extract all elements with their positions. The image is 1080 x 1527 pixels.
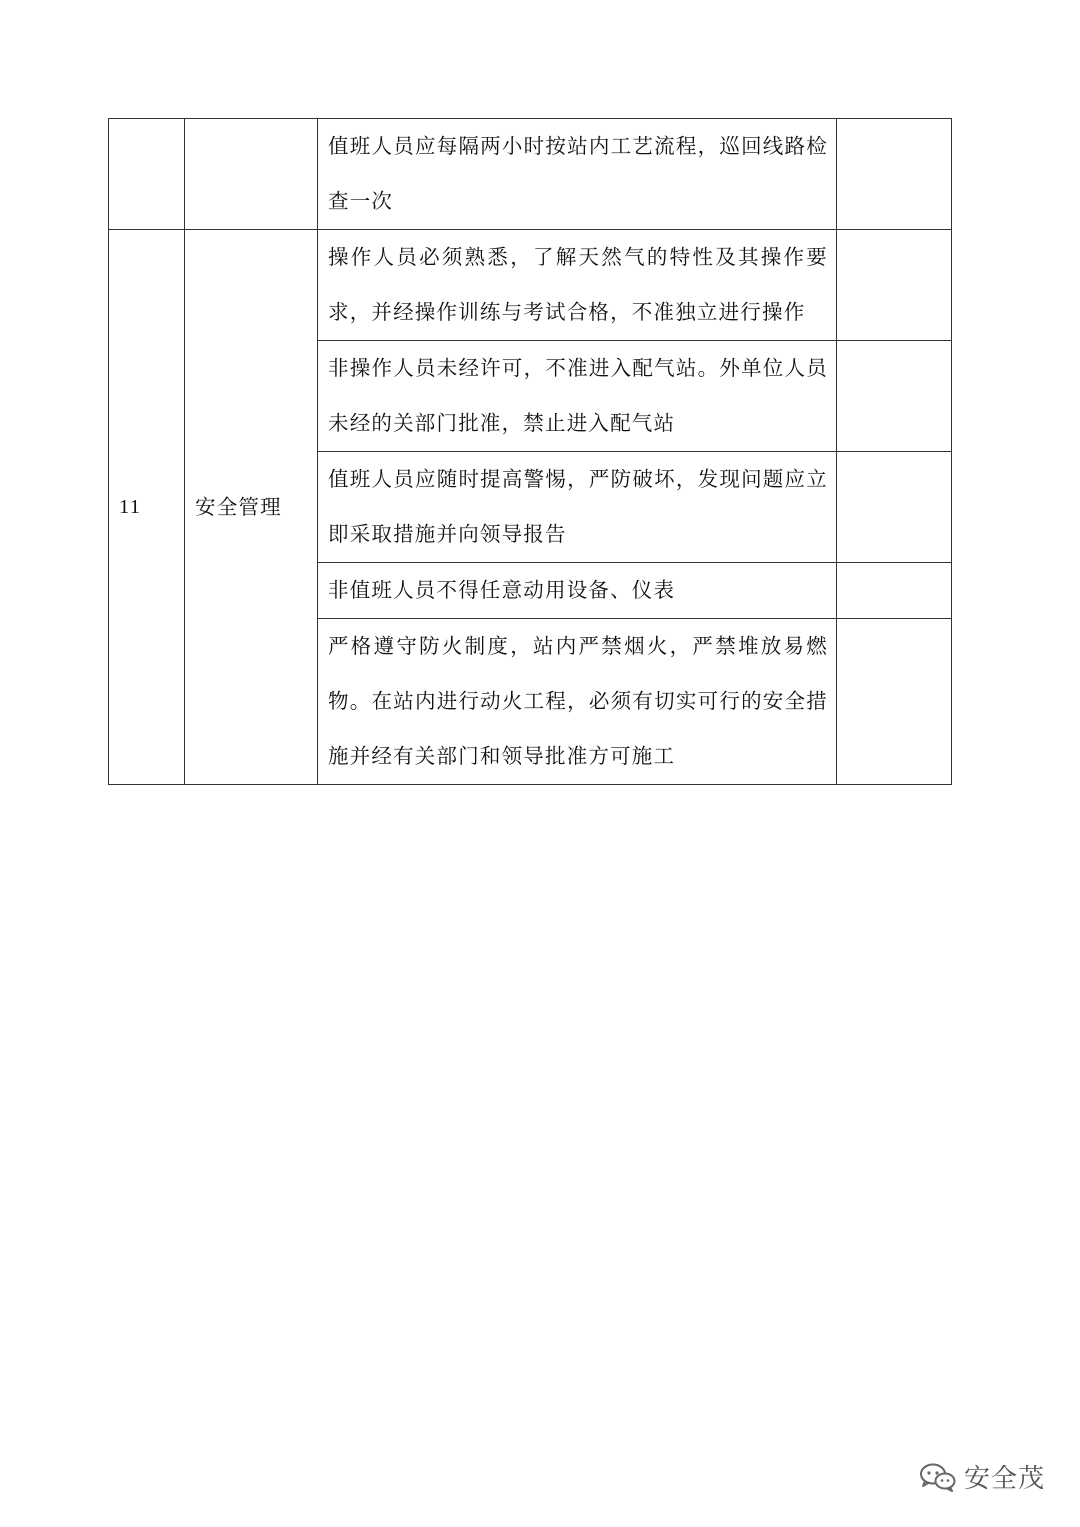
remark-cell: [837, 619, 952, 785]
category-cell: [185, 119, 318, 230]
remark-cell: [837, 563, 952, 619]
table-row: [109, 119, 952, 230]
item-number-cell: [109, 119, 185, 230]
category-cell: 安全管理: [185, 230, 318, 785]
remark-cell: [837, 341, 952, 452]
table-row: [109, 230, 952, 341]
remark-cell: [837, 452, 952, 563]
remark-cell: [837, 119, 952, 230]
requirement-cell: 严格遵守防火制度，站内严禁烟火，严禁堆放易燃物。在站内进行动火工程，必须有切实可行的安全措施并经有关部门和领导批准方可施工: [318, 619, 837, 785]
watermark-text: 安全茂: [964, 1464, 1046, 1494]
item-number-cell: 11: [109, 230, 185, 785]
requirement-cell: 值班人员应随时提高警惕，严防破坏，发现问题应立即采取措施并向领导报告: [318, 452, 837, 563]
wechat-icon: [918, 1462, 958, 1492]
requirement-cell: 值班人员应每隔两小时按站内工艺流程，巡回线路检查一次: [318, 119, 837, 230]
requirement-cell: 非操作人员未经许可，不准进入配气站。外单位人员未经的关部门批准，禁止进入配气站: [318, 341, 837, 452]
requirement-cell: 非值班人员不得任意动用设备、仪表: [318, 563, 837, 619]
watermark: [918, 1458, 1045, 1495]
remark-cell: [837, 230, 952, 341]
requirement-cell: 操作人员必须熟悉，了解天然气的特性及其操作要求，并经操作训练与考试合格，不准独立进行操作: [318, 230, 837, 341]
safety-requirements-table: [108, 118, 952, 785]
